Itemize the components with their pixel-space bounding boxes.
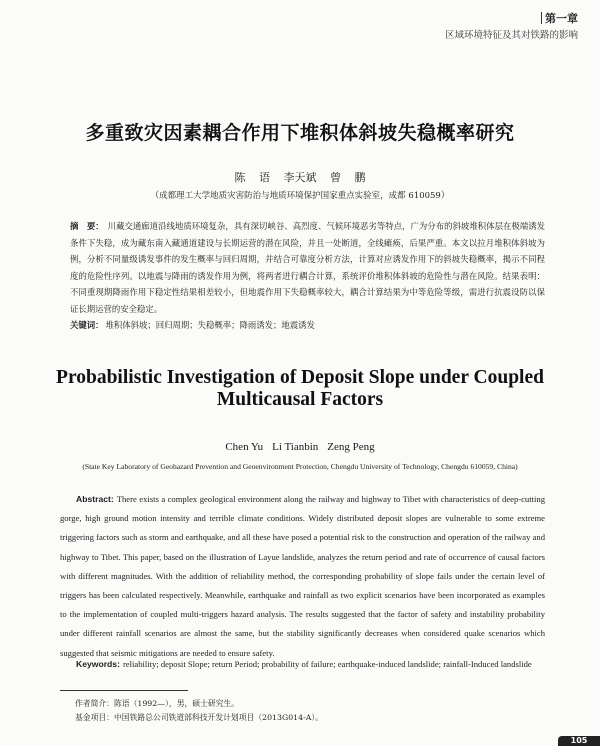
- footnotes: [75, 697, 323, 725]
- cn-authors: 陈 语 李天斌 曾 鹏: [234, 171, 366, 184]
- en-authors: [0, 441, 600, 453]
- cn-keywords: [70, 319, 545, 331]
- cn-affiliation: （成都理工大学地质灾害防治与地质环境保护国家重点实验室，成都 610059）: [150, 191, 450, 201]
- page-number: 105: [558, 736, 600, 746]
- chapter-subtitle: 区域环境特征及其对铁路的影响: [444, 30, 578, 41]
- en-paper-title: [0, 367, 600, 411]
- cn-keywords-text: 堆积体斜坡；回归周期；失稳概率；降雨诱发；地震诱发: [105, 320, 315, 330]
- en-keywords-label: Keywords:: [76, 659, 120, 669]
- footnote-divider: [60, 690, 188, 691]
- en-keywords-text: reliability; deposit Slope; return Period; probability of failure; earthquake-induced landslide; rainfall-Induced landslide: [122, 659, 532, 669]
- en-abstract-label: Abstract:: [76, 494, 114, 504]
- cn-abstract-label: 摘 要：: [70, 221, 104, 231]
- en-title-line-2: Multicausal Factors: [216, 389, 384, 410]
- chapter-label: 第一章: [445, 10, 578, 26]
- footnote-author-bio: 作者简介：陈语（1992—），男，硕士研究生。: [75, 699, 240, 708]
- cn-abstract-text: 川藏交通廊道沿线地质环境复杂，具有深切峡谷、高烈度、气候环境恶劣等特点，广为分布的斜坡堆积体层在极端诱发条件下失稳，成为藏东南入藏通道建设与长期运营的潜在风险，并且一处断道，全线瘫痪，后果严重。本文以拉月堆积体斜坡为例，分析不同量级诱发事件的发生概率与回归周期，并结合可靠度分析方法，计算对应诱发作用下的斜坡失稳概率，揭示不同程度的危险性序列。以地震与降雨的诱发作用为例，将两者进行耦合计算，系统评价堆积体斜坡的危险性与潜在风险。结果表明：不同重现期降雨作用下稳定性结果相差较小，但地震作用下失稳概率较大，耦合计算结果为中等危险等级，需进行抗震设防以保证长期运营的安全稳定。: [70, 221, 546, 314]
- footnote-funding: 基金项目：中国铁路总公司铁道部科技开发计划项目（2013G014-A）。: [75, 713, 324, 722]
- cn-abstract: [70, 218, 545, 317]
- en-abstract-text: There exists a complex geological environment along the railway and highway to Tibet with characteristics of deep-cutting gorge, high ground motion intensity and terrible climate conditions. Widely distributed deposit slopes are vulnerable to some extreme triggering factors such as storm and earthquake, and all these have posed a potential risk to the construction and operation of the railway and highway to Tibet. This paper, based on the illustration of Layue landslide, analyzes the return period and rate of occurrence of causal factors with different magnitudes. With the addition of reliability method, the corresponding probability of slope fails under the certain level of triggers has been calculated respectively. Meanwhile, earthquake and rainfall as two explicit scenarios have been incorporated as examples to the implementation of coupled multi-triggers hazard analysis. The results suggested that the factor of safety and instability probability under different rainfall scenarios are almost the same, but the stability significantly decreases when considered quake scenarios which suggested that seismic mitigations are needed to ensure safety.: [60, 494, 545, 658]
- en-affiliation: (State Key Laboratory of Geohazard Prevention and Geoenvironment Protection, Chengdu University of Technology, Chengdu 610059, China): [82, 462, 518, 471]
- en-author: Zeng Peng: [327, 441, 375, 453]
- en-keywords: [60, 655, 545, 673]
- en-abstract: [60, 490, 545, 663]
- en-author: Chen Yu: [225, 441, 264, 453]
- en-author: Li Tianbin: [272, 441, 319, 453]
- cn-paper-title: 多重致灾因素耦合作用下堆积体斜坡失稳概率研究: [85, 122, 515, 144]
- running-header: [445, 10, 578, 41]
- cn-keywords-label: 关键词：: [70, 320, 104, 330]
- en-title-line-1: Probabilistic Investigation of Deposit Slope under Coupled: [56, 367, 544, 388]
